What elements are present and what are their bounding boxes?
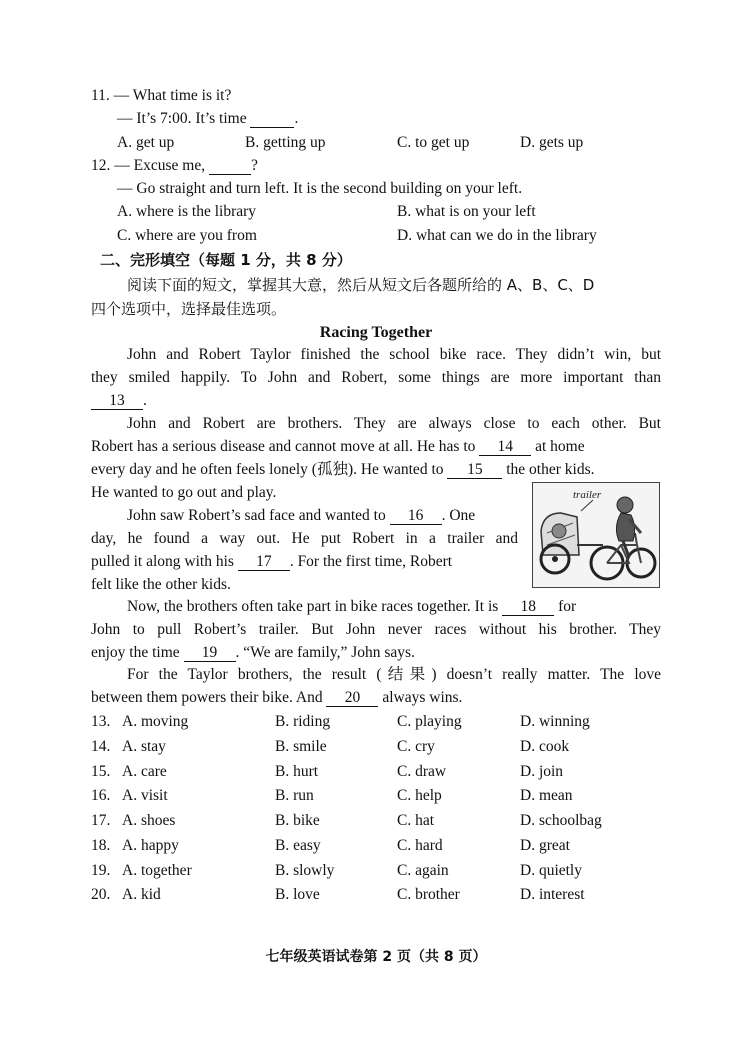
blank-16: 16 — [390, 508, 442, 525]
q12-stem-end: ? — [250, 157, 258, 174]
q18-option-b: B. easy — [275, 837, 321, 854]
p2-line-3 — [91, 460, 595, 480]
q18-number: 18. — [91, 837, 111, 854]
q17-option-a: A. shoes — [122, 812, 176, 829]
page-footer: 七年级英语试卷第 2 页（共 8 页） — [265, 949, 487, 965]
p3-line-4: felt like the other kids. — [91, 576, 231, 593]
section-instruction-1: 阅读下面的短文，掌握其大意，然后从短文后各题所给的 A、B、C、D — [127, 276, 595, 294]
bike-trailer-illustration — [532, 482, 660, 588]
p5-line-2-text: between them powers their bike. And — [91, 689, 323, 706]
q16-option-d: D. mean — [520, 787, 573, 804]
p3-line-1-end: . One — [441, 507, 476, 524]
q20-option-d: D. interest — [520, 886, 585, 903]
q15-number: 15. — [91, 763, 111, 780]
section-instruction-2: 四个选项中，选择最佳选项。 — [91, 300, 287, 318]
q11-option-d: D. gets up — [520, 134, 584, 151]
q13-option-a: A. moving — [122, 713, 189, 730]
q13-option-b: B. riding — [275, 713, 331, 730]
p4-line-1-text: Now, the brothers often take part in bike races together. It is — [127, 598, 499, 615]
p1-line-1: John and Robert Taylor finished the school bike race. They didn’t win, but — [127, 346, 661, 363]
q14-option-b: B. smile — [275, 738, 327, 755]
p5-line-2 — [91, 688, 462, 708]
blank-19: 19 — [184, 645, 236, 662]
p2-line-1: John and Robert are brothers. They are always close to each other. But — [127, 415, 661, 432]
p1-line-3-end: . — [143, 392, 147, 409]
q15-option-d: D. join — [520, 763, 564, 780]
q19-option-c: C. again — [397, 862, 449, 879]
bike-trailer-drawing — [533, 483, 659, 587]
q11-reply-end: . — [294, 110, 299, 127]
p2-line-2-end: at home — [535, 438, 585, 455]
q20-option-b: B. love — [275, 886, 320, 903]
p3-line-1-text: John saw Robert’s sad face and wanted to — [127, 507, 386, 524]
p3-line-3 — [91, 552, 452, 572]
q19-number: 19. — [91, 862, 111, 879]
q14-option-a: A. stay — [122, 738, 166, 755]
q17-number: 17. — [91, 812, 111, 829]
q11-blank — [250, 111, 294, 128]
q17-option-d: D. schoolbag — [520, 812, 602, 829]
trailer-label: trailer — [573, 489, 602, 501]
q16-option-c: C. help — [397, 787, 442, 804]
q12-stem-text: 12. — Excuse me, — [91, 157, 206, 174]
p2-line-4: He wanted to go out and play. — [91, 484, 277, 501]
q16-number: 16. — [91, 787, 111, 804]
p3-line-3-end: . For the first time, Robert — [289, 553, 453, 570]
q11-stem: 11. — What time is it? — [91, 87, 232, 104]
q12-reply: — Go straight and turn left. It is the second building on your left. — [117, 180, 523, 197]
q12-option-a: A. where is the library — [117, 203, 257, 220]
q19-option-b: B. slowly — [275, 862, 335, 879]
p4-line-3-text: enjoy the time — [91, 644, 180, 661]
q18-option-c: C. hard — [397, 837, 443, 854]
q17-option-c: C. hat — [397, 812, 435, 829]
p4-line-3-end: . “We are family,” John says. — [235, 644, 415, 661]
q11-reply — [117, 109, 298, 129]
q12-option-d: D. what can we do in the library — [397, 227, 597, 244]
p2-line-2-text: Robert has a serious disease and cannot move at all. He has to — [91, 438, 476, 455]
p2-line-2 — [91, 437, 585, 457]
p1-line-3 — [91, 391, 147, 411]
blank-14: 14 — [479, 439, 531, 456]
q15-option-a: A. care — [122, 763, 167, 780]
q12-stem — [91, 156, 258, 176]
q20-option-c: C. brother — [397, 886, 460, 903]
q13-option-d: D. winning — [520, 713, 590, 730]
q16-option-b: B. run — [275, 787, 314, 804]
blank-20: 20 — [326, 690, 378, 707]
blank-18: 18 — [502, 599, 554, 616]
blank-17: 17 — [238, 554, 290, 571]
q19-option-a: A. together — [122, 862, 192, 879]
q18-option-a: A. happy — [122, 837, 179, 854]
q11-option-b: B. getting up — [245, 134, 326, 151]
q16-option-a: A. visit — [122, 787, 168, 804]
p2-line-3-end: the other kids. — [506, 461, 595, 478]
q12-option-c: C. where are you from — [117, 227, 257, 244]
q14-option-c: C. cry — [397, 738, 435, 755]
blank-15: 15 — [447, 462, 502, 479]
q11-reply-text: — It’s 7:00. It’s time — [117, 110, 247, 127]
q12-blank — [209, 158, 251, 175]
blank-13: 13 — [91, 393, 143, 410]
section-heading: 二、完形填空（每题 1 分，共 8 分） — [100, 251, 352, 269]
q15-option-c: C. draw — [397, 763, 447, 780]
p4-line-1-end: for — [558, 598, 577, 615]
q15-option-b: B. hurt — [275, 763, 319, 780]
p5-line-1: For the Taylor brothers, the result (结果) doesn’t really matter. The love — [127, 666, 661, 683]
q11-option-a: A. get up — [117, 134, 175, 151]
q14-option-d: D. cook — [520, 738, 570, 755]
q18-option-d: D. great — [520, 837, 570, 854]
p4-line-3 — [91, 643, 415, 663]
p1-line-2: they smiled happily. To John and Robert, some things are more important than — [91, 369, 661, 386]
q17-option-b: B. bike — [275, 812, 320, 829]
q13-option-c: C. playing — [397, 713, 462, 730]
p4-line-1 — [127, 597, 576, 617]
q11-option-c: C. to get up — [397, 134, 470, 151]
p3-line-3-text: pulled it along with his — [91, 553, 234, 570]
q19-option-d: D. quietly — [520, 862, 582, 879]
q20-number: 20. — [91, 886, 111, 903]
p2-line-3-text: every day and he often feels lonely (孤独). He wanted to — [91, 461, 444, 478]
p3-line-2: day, he found a way out. He put Robert in a trailer and — [91, 530, 518, 547]
q12-option-b: B. what is on your left — [397, 203, 536, 220]
p5-line-2-end: always wins. — [382, 689, 463, 706]
q13-number: 13. — [91, 713, 111, 730]
p4-line-2: John to pull Robert’s trailer. But John never races without his brother. They — [91, 621, 661, 638]
q14-number: 14. — [91, 738, 111, 755]
q20-option-a: A. kid — [122, 886, 161, 903]
p3-line-1 — [127, 506, 475, 526]
passage-title: Racing Together — [319, 324, 433, 341]
